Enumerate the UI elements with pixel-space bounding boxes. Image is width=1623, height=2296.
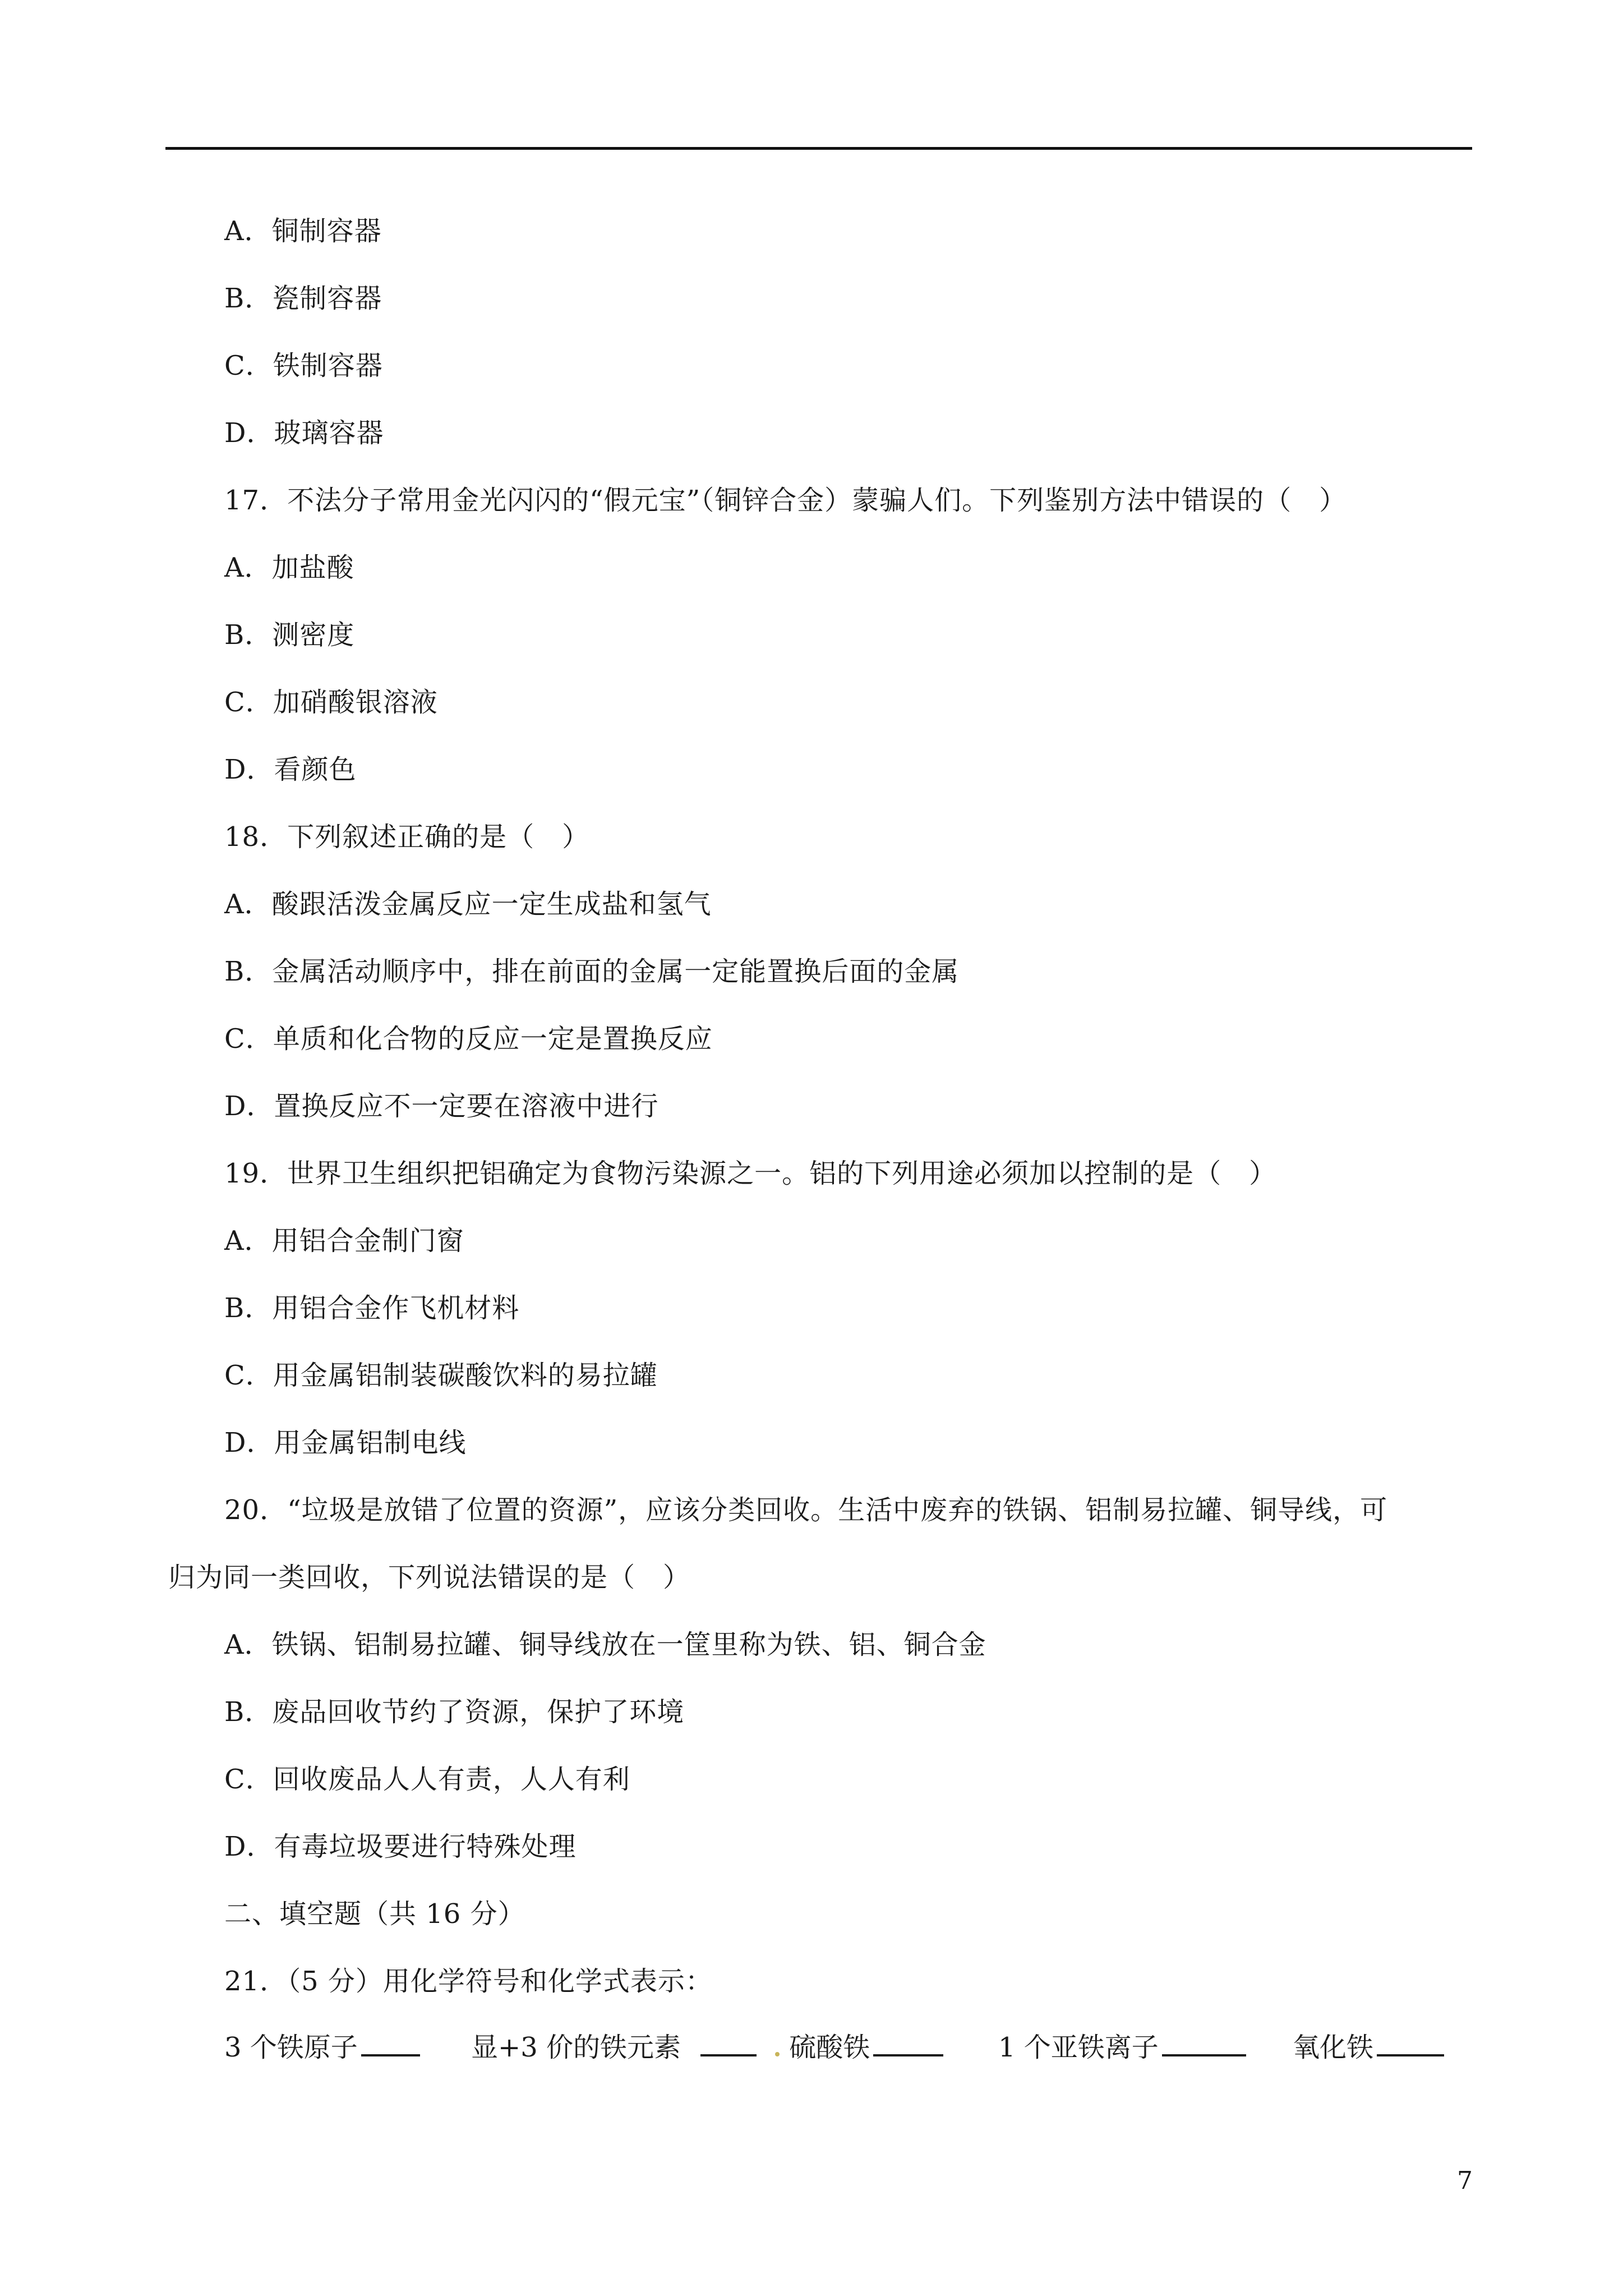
- q20-stem-line2: 归为同一类回收，下列说法错误的是（ ）: [168, 1562, 691, 1593]
- q21-item-2: [471, 2028, 757, 2064]
- q21-blank-1[interactable]: [361, 2028, 420, 2056]
- q21-item-2-label: 显+3 价的铁元素: [471, 2032, 681, 2063]
- q21-blank-5[interactable]: [1377, 2028, 1444, 2056]
- section-title: 二、填空题（共 16 分）: [224, 1898, 525, 1930]
- q20-option-a: A．铁锅、铝制易拉罐、铜导线放在一筐里称为铁、铝、铜合金: [224, 1629, 986, 1660]
- q19-option-d: D．用金属铝制电线: [224, 1427, 467, 1458]
- header-rule: [165, 147, 1472, 150]
- q20-option-d: D．有毒垃圾要进行特殊处理: [224, 1831, 577, 1862]
- q21-blank-4[interactable]: [1162, 2028, 1246, 2056]
- q18-option-d: D．置换反应不一定要在溶液中进行: [224, 1091, 659, 1122]
- q21-item-1: [224, 2028, 420, 2064]
- q20-option-b: B．废品回收节约了资源，保护了环境: [224, 1696, 685, 1728]
- q19-stem: 19．世界卫生组织把铝确定为食物污染源之一。铝的下列用途必须加以控制的是（ ）: [224, 1158, 1277, 1189]
- q19-option-b: B．用铝合金作飞机材料: [224, 1292, 520, 1324]
- q19-option-a: A．用铝合金制门窗: [224, 1225, 464, 1257]
- q19-option-c: C．用金属铝制装碳酸饮料的易拉罐: [224, 1360, 658, 1391]
- q21-item-3-label: 硫酸铁: [789, 2032, 870, 2063]
- q17-option-d: D．看颜色: [224, 754, 357, 785]
- q17-option-a: A．加盐酸: [224, 552, 354, 583]
- q16-option-c: C．铁制容器: [224, 350, 383, 381]
- q16-option-b: B．瓷制容器: [224, 283, 382, 314]
- q18-option-c: C．单质和化合物的反应一定是置换反应: [224, 1023, 713, 1055]
- q21-blank-3[interactable]: [873, 2028, 943, 2056]
- q21-item-3: [774, 2028, 943, 2064]
- q20-stem-line1: 20．“垃圾是放错了位置的资源”，应该分类回收。生活中废弃的铁锅、铝制易拉罐、铜导线，可: [224, 1494, 1388, 1526]
- q21-item-4: [998, 2028, 1246, 2064]
- q21-blank-2[interactable]: [700, 2028, 757, 2056]
- q18-stem: 18．下列叙述正确的是（ ）: [224, 821, 590, 853]
- q17-option-b: B．测密度: [224, 619, 355, 651]
- q21-fill-row: [224, 2028, 1481, 2062]
- q17-option-c: C．加硝酸银溶液: [224, 687, 438, 718]
- bullet-dot-icon: [775, 2052, 780, 2056]
- q16-option-d: D．玻璃容器: [224, 417, 384, 449]
- q20-option-c: C．回收废品人人有责，人人有利: [224, 1764, 630, 1795]
- q18-option-a: A．酸跟活泼金属反应一定生成盐和氢气: [224, 889, 712, 920]
- q18-option-b: B．金属活动顺序中，排在前面的金属一定能置换后面的金属: [224, 956, 960, 987]
- q17-stem: 17．不法分子常用金光闪闪的“假元宝”（铜锌合金）蒙骗人们。下列鉴别方法中错误的（ ）: [224, 485, 1347, 516]
- q21-stem: 21．（5 分）用化学符号和化学式表示：: [224, 1966, 713, 1997]
- q21-item-5: [1293, 2028, 1444, 2064]
- q21-item-5-label: 氧化铁: [1293, 2032, 1374, 2063]
- q21-item-1-label: 3 个铁原子: [224, 2032, 358, 2063]
- q21-item-4-label: 1 个亚铁离子: [998, 2032, 1159, 2063]
- q16-option-a: A．铜制容器: [224, 215, 382, 247]
- page-number: 7: [1457, 2166, 1473, 2195]
